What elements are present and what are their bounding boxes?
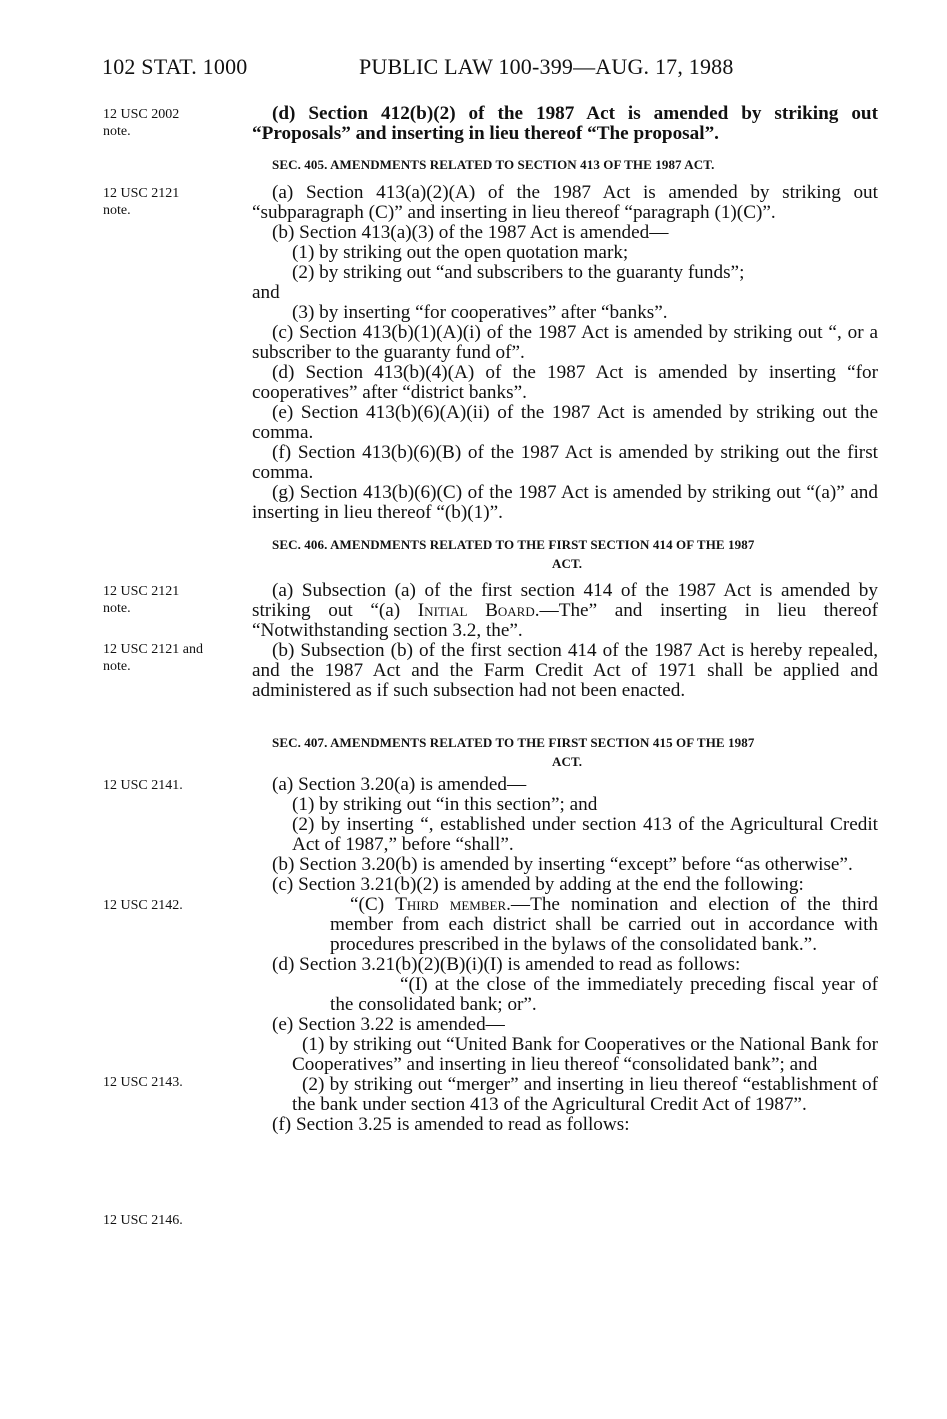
paragraph-406-a: [252, 581, 878, 641]
margin-note-citation: 12 USC 2143.: [103, 1075, 183, 1090]
paragraph-405-b2: (2) by striking out “and subscribers to the guaranty funds”;: [292, 262, 745, 283]
margin-note: [103, 897, 238, 914]
body-block-412: [252, 104, 878, 144]
paragraph-407-a2-text: (2) by inserting “, established under section 413 of the Agricultural Credit Act of 1987,” before “shall”.: [292, 814, 878, 855]
public-law-title: PUBLIC LAW 100-399—AUG. 17, 1988: [359, 54, 734, 79]
section-heading-line: ACT.: [552, 754, 583, 769]
section-heading-line: SEC. 406. AMENDMENTS RELATED TO THE FIRST SECTION 414 OF THE 1987: [272, 537, 755, 552]
paragraph-406-a-small-caps: Initial Board: [417, 600, 535, 621]
section-heading: SEC. 405. AMENDMENTS RELATED TO SECTION 413 OF THE 1987 ACT.: [272, 157, 715, 172]
margin-note-suffix: note.: [103, 203, 131, 218]
statute-page-number: 102 STAT. 1000: [102, 54, 248, 79]
margin-note: [103, 583, 238, 617]
paragraph-405-b1: (1) by striking out the open quotation mark;: [292, 242, 629, 263]
margin-note: [103, 777, 238, 794]
paragraph-405-b: (b) Section 413(a)(3) of the 1987 Act is amended—: [272, 222, 669, 243]
section-heading-line: SEC. 407. AMENDMENTS RELATED TO THE FIRST SECTION 415 OF THE 1987: [272, 735, 755, 750]
paragraph-412-d: (d) Section 412(b)(2) of the 1987 Act is amended by striking out “Proposals” and inserting in lieu thereof “The proposal”.: [252, 103, 878, 144]
margin-note-citation: 12 USC 2121 and: [103, 642, 203, 657]
paragraph-407-e: (e) Section 3.22 is amended—: [272, 1014, 505, 1035]
paragraph-407-e2: (2) by striking out “merger” and inserting in lieu thereof “establishment of the bank under section 413 of the Agricultural Credit Act of 1987”.: [292, 1074, 878, 1115]
section-406-body: [252, 581, 878, 701]
margin-note-citation: 12 USC 2146.: [103, 1213, 183, 1228]
paragraph-407-a: (a) Section 3.20(a) is amended—: [272, 774, 527, 795]
margin-note: [103, 1074, 238, 1091]
paragraph-405-f: (f) Section 413(b)(6)(B) of the 1987 Act is amended by striking out the first comma.: [252, 442, 878, 483]
margin-note: [103, 641, 238, 675]
margin-note-suffix: note.: [103, 124, 131, 139]
quoted-paragraph-third-member: [252, 895, 878, 955]
paragraph-407-f: (f) Section 3.25 is amended to read as follows:: [272, 1114, 630, 1135]
paragraph-405-d: (d) Section 413(b)(4)(A) of the 1987 Act is amended by inserting “for cooperatives” after “district banks”.: [252, 362, 878, 403]
quoted-paragraph-clause-i: “(I) at the close of the immediately preceding fiscal year of the consolidated bank; or”.: [330, 974, 878, 1015]
section-heading: [252, 535, 878, 573]
quoted-text-2: .—The nomination and election of the third member from each district shall be carried out in accordance with procedures prescribed in the bylaws of the consolidated bank.”.: [330, 894, 878, 955]
margin-note-suffix: note.: [103, 601, 131, 616]
paragraph-405-g: (g) Section 413(b)(6)(C) of the 1987 Act is amended by striking out “(a)” and inserting in lieu thereof “(b)(1)”.: [252, 482, 878, 523]
paragraph-407-c: (c) Section 3.21(b)(2) is amended by adding at the end the following:: [272, 874, 804, 895]
paragraph-407-b: (b) Section 3.20(b) is amended by inserting “except” before “as otherwise”.: [272, 854, 853, 875]
paragraph-405-a: (a) Section 413(a)(2)(A) of the 1987 Act is amended by striking out “subparagraph (C)” and inserting in lieu thereof “paragraph (1)(C)”.: [252, 182, 878, 223]
section-405: [252, 155, 878, 174]
quoted-text-small-caps: Third member: [395, 894, 507, 915]
margin-note-suffix: note.: [103, 659, 131, 674]
margin-note-citation: 12 USC 2121: [103, 186, 180, 201]
paragraph-405-b2-and: and: [252, 282, 280, 303]
paragraph-405-c: (c) Section 413(b)(1)(A)(i) of the 1987 Act is amended by striking out “, or a subscriber to the guaranty fund of”.: [252, 322, 878, 363]
margin-note: [103, 1212, 238, 1229]
margin-note: [103, 185, 238, 219]
paragraph-406-b: (b) Subsection (b) of the first section 414 of the 1987 Act is hereby repealed, and the 1987 Act and the Farm Credit Act of 1971 shall be applied and administered as if such subsection had not been enacted.: [252, 640, 878, 701]
section-407: [252, 733, 878, 771]
section-406: [252, 535, 878, 573]
margin-note: [103, 106, 238, 140]
margin-note-citation: 12 USC 2142.: [103, 898, 183, 913]
paragraph-406-a-text-2: .—The” and inserting in lieu thereof “Notwithstanding section 3.2, the”.: [252, 600, 878, 641]
section-heading: [252, 733, 878, 771]
paragraph-407-d: (d) Section 3.21(b)(2)(B)(i)(I) is amended to read as follows:: [272, 954, 741, 975]
paragraph-407-a2: [252, 815, 878, 855]
margin-note-citation: 12 USC 2002: [103, 107, 180, 122]
paragraph-407-e1: (1) by striking out “United Bank for Cooperatives or the National Bank for Cooperatives” and inserting in lieu thereof “consolidated bank”; and: [292, 1034, 878, 1075]
paragraph-405-b3: (3) by inserting “for cooperatives” after “banks”.: [292, 302, 668, 323]
margin-note-citation: 12 USC 2141.: [103, 778, 183, 793]
margin-note-citation: 12 USC 2121: [103, 584, 180, 599]
section-heading-line: ACT.: [552, 556, 583, 571]
paragraph-405-e: (e) Section 413(b)(6)(A)(ii) of the 1987 Act is amended by striking out the comma.: [252, 402, 878, 443]
section-407-body: [252, 775, 878, 1135]
paragraph-406-a-text-1: (a) Subsection (a) of the first section 414 of the 1987 Act is amended by striking out “(a): [252, 580, 878, 621]
section-405-body: [252, 183, 878, 523]
paragraph-407-a1: (1) by striking out “in this section”; and: [292, 794, 598, 815]
quoted-text-1: “(C): [350, 894, 396, 915]
